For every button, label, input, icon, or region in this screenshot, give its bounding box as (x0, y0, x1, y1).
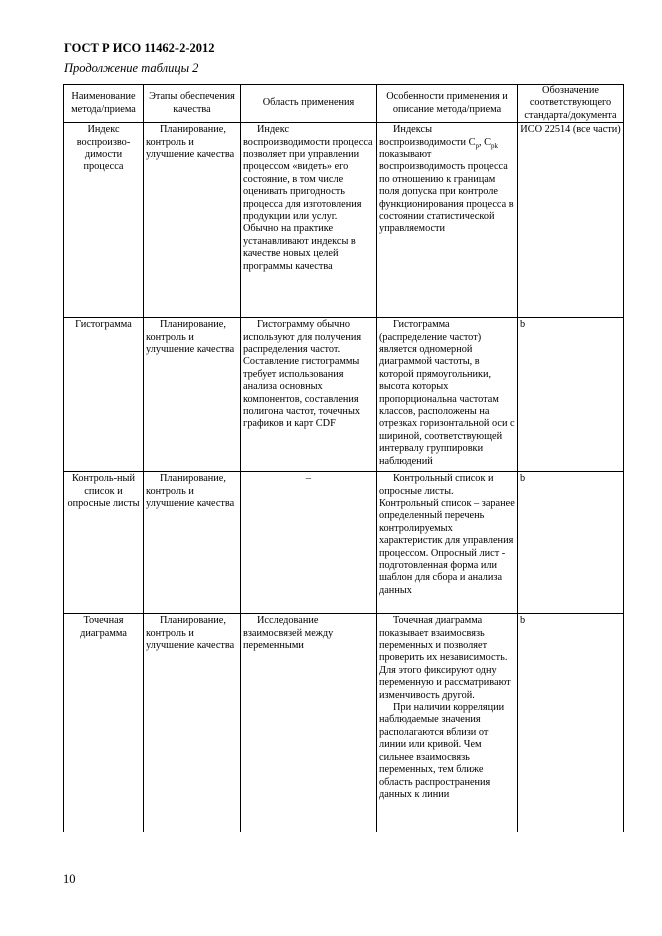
cell-stages: Планирование, контроль и улучшение качества (144, 123, 241, 318)
desc-paragraph: Точечная диаграмма показывает взаимосвязь переменных и позволяет проверить их независимость. Для этого фиксируют одну переменную и рассматривают изменчивость другой. (379, 615, 511, 701)
cell-method: Индекс воспроизво-димости процесса (64, 123, 144, 318)
page-number: 10 (63, 872, 76, 886)
col-header-method: Наименование метода/приема (64, 85, 144, 123)
cell-scope: Гистограмму обычно используют для получения распределения частот. Составление гистограммы требует использования анализа основных компонентов, составления полигона частот, точечных графиков и карт CDF (241, 318, 377, 472)
cell-stages: Планирование, контроль и улучшение качества (144, 472, 241, 614)
table-row (64, 472, 624, 614)
cell-standard: b (518, 472, 624, 614)
methods-table (63, 84, 624, 832)
cell-stages: Планирование, контроль и улучшение качества (144, 614, 241, 832)
cell-scope: – (241, 472, 377, 614)
table-continuation-caption: Продолжение таблицы 2 (64, 61, 199, 75)
col-header-description: Особенности применения и описание метода/приема (377, 85, 518, 123)
cell-description (377, 123, 518, 318)
cell-method: Точечная диаграмма (64, 614, 144, 832)
cell-stages: Планирование, контроль и улучшение качества (144, 318, 241, 472)
cell-standard: b (518, 614, 624, 832)
cell-method: Гистограмма (64, 318, 144, 472)
desc-text: показывают воспроизводимость процесса по отношению к границам поля допуска при контроле функционирования процесса в состоянии статистической управляемости (379, 149, 514, 235)
desc-text: Индексы воспроизводимости C (379, 124, 476, 148)
desc-paragraph: При наличии корреляции наблюдаемые значения располагаются вблизи от линии или кривой. Чем сильнее взаимосвязь переменных, тем ближе область распространения данных к линии (379, 702, 505, 800)
desc-text: , C (479, 136, 492, 148)
cell-standard: b (518, 318, 624, 472)
cell-method: Контроль-ный список и опросные листы (64, 472, 144, 614)
cell-description (377, 614, 518, 832)
subscript-pk: pk (491, 141, 499, 150)
table-header-row (64, 85, 624, 123)
col-header-standard: Обозначение соответствующего стандарта/документа (518, 85, 624, 123)
cell-scope: Исследование взаимосвязей между переменными (241, 614, 377, 832)
cell-description: Контрольный список и опросные листы. Контрольный список – заранее определенный перечень контролируемых характеристик для управления процессом. Опросный лист - подготовленная форма или шаблон для сбора и анализа данных (377, 472, 518, 614)
table-row (64, 123, 624, 318)
cell-scope: Индекс воспроизводимости процесса позволяет при управлении процессом «видеть» его состояние, в том числе оценивать пригодность процесса для изготовления продукции или услуг. Обычно на практике устанавливают индексы в качестве новых целей программы качества (241, 123, 377, 318)
table-row (64, 318, 624, 472)
table-row (64, 614, 624, 832)
document-code: ГОСТ Р ИСО 11462-2-2012 (64, 41, 215, 55)
col-header-stages: Этапы обеспечения качества (144, 85, 241, 123)
cell-standard: ИСО 22514 (все части) (518, 123, 624, 318)
subscript-p: p (475, 141, 479, 150)
col-header-scope: Область применения (241, 85, 377, 123)
cell-description: Гистограмма (распределение частот) является одномерной диаграммой частоты, в которой прямоугольники, высота которых пропорциональна частотам классов, расположены на отрезках горизонтальной оси с шириной, соответствующей интервалу группировки наблюдений (377, 318, 518, 472)
